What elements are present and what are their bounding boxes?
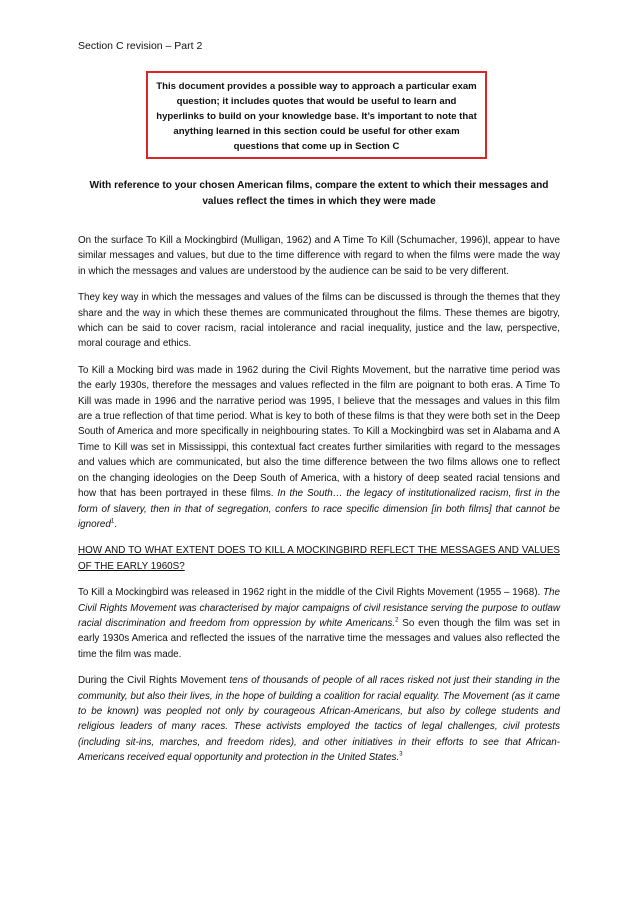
footnote-ref-3[interactable]: 3 <box>399 751 403 758</box>
release-text: To Kill a Mockingbird was released in 1962 right in the middle of the Civil Rights Movement (1955 – 1968). <box>78 587 541 599</box>
document-body <box>78 233 560 777</box>
release-quote: The Civil Rights Movement was characterised by major campaigns of civil resistance serving the purpose to outlaw racial discrimination and freedom from oppression by white Americans. <box>78 587 560 629</box>
paragraph-themes: They key way in which the messages and values of the films can be discussed is through the themes that they share and the way in which these themes are communicated throughout the films. These themes are bigotry, which can be said to cover racism, racial intolerance and racial inequality, justice and the law, perspective, moral courage and ethics. <box>78 292 560 350</box>
notice-box: This document provides a possible way to approach a particular exam question; it includes quotes that would be useful to learn and hyperlinks to build on your knowledge base. It’s important to note that anything learned in this section could be useful for other exam questions that come up in Section C <box>146 71 487 159</box>
movement-text: During the Civil Rights Movement <box>78 675 227 687</box>
footnote-ref-2[interactable]: 2 <box>395 617 399 624</box>
paragraph-intro: On the surface To Kill a Mockingbird (Mulligan, 1962) and A Time To Kill (Schumacher, 1996)l, appear to have similar messages and values, but due to the time difference with regard to when the films were made the way in which the messages and values are understood by the audience can be said to be very different. <box>78 235 560 277</box>
context-text: To Kill a Mocking bird was made in 1962 during the Civil Rights Movement, but the narrative time period was the early 1930s, therefore the messages and values reflected in the film are poignant to both eras. A Time To Kill was made in 1996 and the narrative period was 1995, I believe that the messages and values in this film are a true reflection of that time period. What is key to both of these films is that they were both set in the Deep South of America and more specifically in neighbouring states. To Kill a Mockingbird was set in Alabama and A Time to Kill was set in Mississippi, this contextual fact creates further similarities with regard to the messages and values which are communicated, but also the time difference between the two films allows one to reflect on the changing ideologies on the Deep South of America, with a history of deep seated racial tensions and how that has been portrayed in these films. <box>78 364 560 500</box>
context-quote: In the South… the legacy of institutionalized racism, first in the form of slavery, then in that of segregation, confers to race specific dimension [in both films] that cannot be ignored <box>78 488 560 530</box>
paragraph-release <box>78 585 560 662</box>
exam-question: With reference to your chosen American films, compare the extent to which their messages and values reflect the times in which they were made <box>89 180 549 207</box>
page-header: Section C revision – Part 2 <box>78 40 203 52</box>
footnote-ref-1[interactable]: 1 <box>110 518 115 525</box>
release-tail: So even though the film was set in early 1930s America and reflected the issues of the narrative time the messages and values also reflected the time the film was made. <box>78 617 560 660</box>
section-heading: HOW AND TO WHAT EXTENT DOES TO KILL A MOCKINGBIRD REFLECT THE MESSAGES AND VALUES OF THE EARLY 1960S? <box>78 545 560 572</box>
paragraph-context: To Kill a Mocking bird was made in 1962 during the Civil Rights Movement, but the narrative time period was the early 1930s, therefore the messages and values reflected in the film are poignant to both eras. A Time To Kill was made in 1996 and the narrative period was 1995, I believe that the messages and values in this film are a true reflection of that time period. What is key to both of these films is that they were both set in the Deep South of America and more specifically in neighbouring states. To Kill a Mockingbird was set in Alabama and A Time to Kill was set in Mississippi, this contextual fact creates further similarities with regard to the messages and values which are communicated, but also the time difference between the two films allows one to reflect on the changing ideologies on the Deep South of America, with a history of deep seated racial tensions and how that has been portrayed in these films. In the South… the legacy of institutionalized racism, first in the form of slavery, then in that of segregation, confers to race specific dimension [in both films] that cannot be ignored$^1$. <box>78 364 560 530</box>
paragraph-movement <box>78 673 560 765</box>
movement-quote: tens of thousands of people of all races risked not just their standing in the community, but also their lives, in the hope of building a coalition for racial equality. The Movement (as it came to be known) was peopled not only by courageous African-Americans, but also by college students and religious leaders of many races. These activists employed the tactics of legal challenges, civil protests (including sit-ins, marches, and freedom rides), and other initiatives in their efforts to see that African-Americans received equal opportunity and protection in the United States. <box>78 675 560 764</box>
